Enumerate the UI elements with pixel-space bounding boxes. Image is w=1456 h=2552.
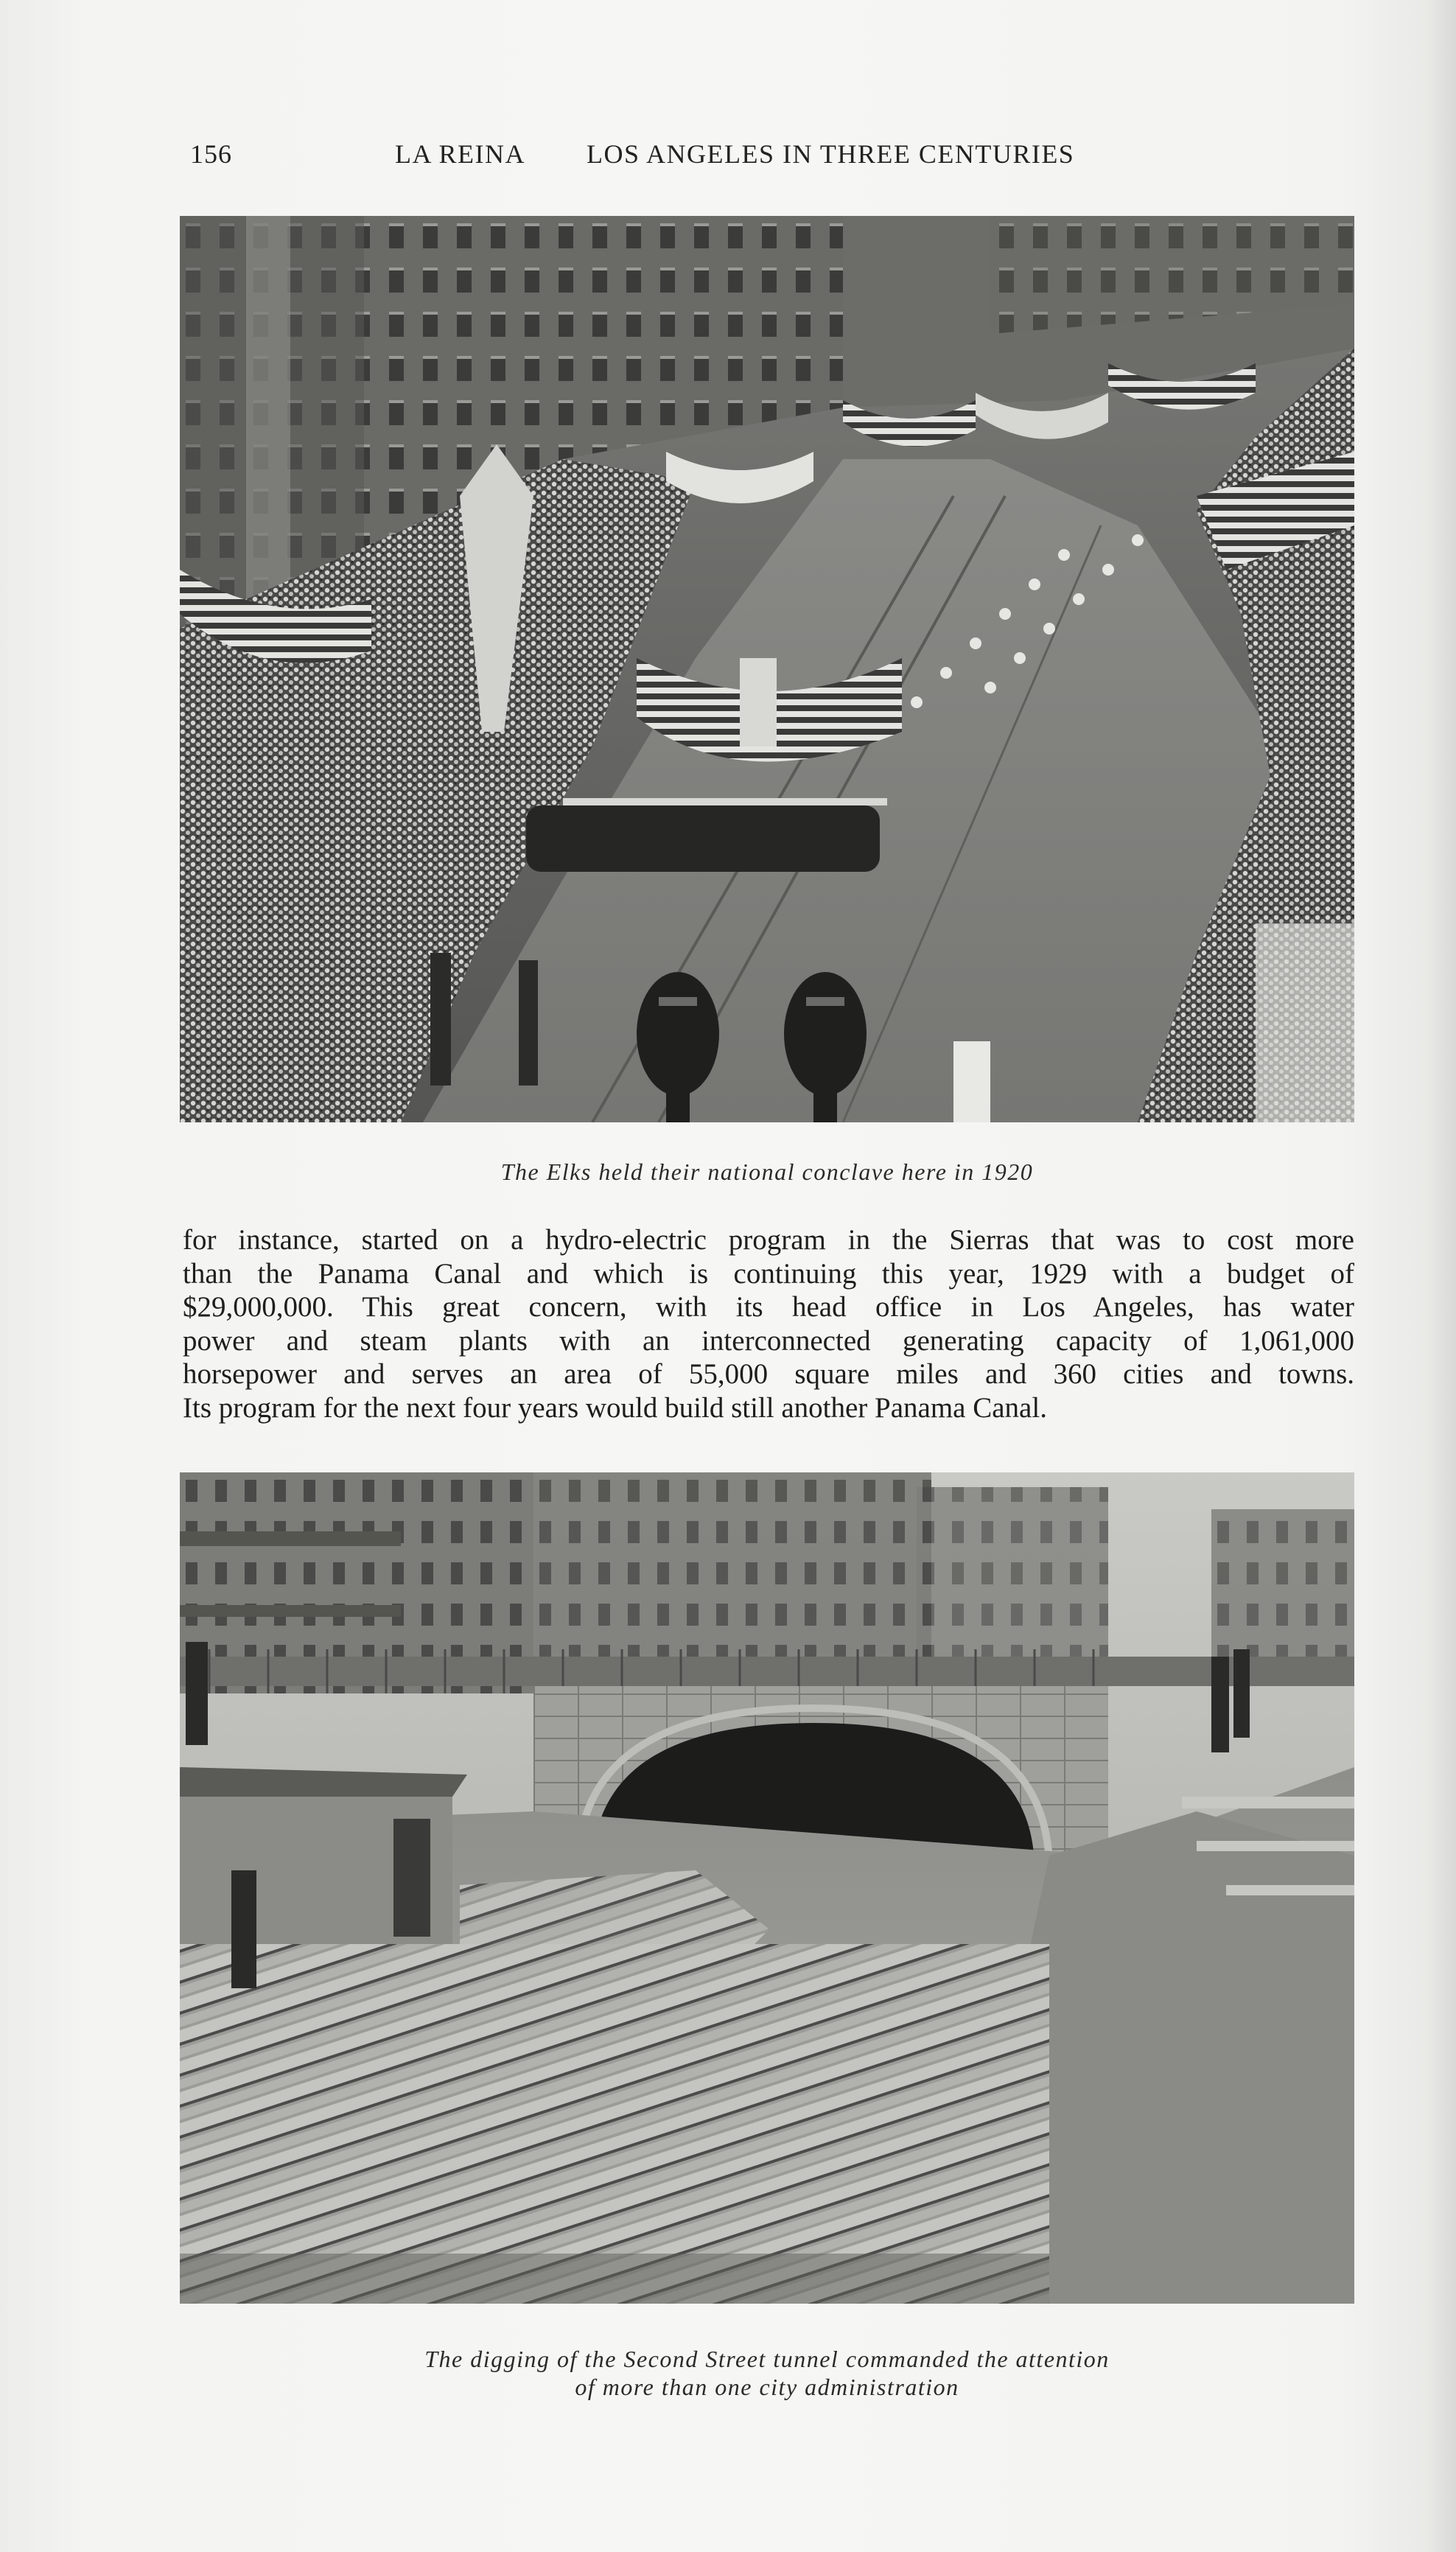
body-paragraph (183, 1223, 1354, 1424)
body-line: for instance, started on a hydro-electric program in the Sierras that was to cost more (183, 1224, 1354, 1256)
body-line: $29,000,000. This great concern, with its head office in Los Angeles, has water (183, 1291, 1354, 1323)
body-line: power and steam plants with an interconnected generating capacity of 1,061,000 (183, 1324, 1354, 1357)
book-subtitle: LOS ANGELES IN THREE CENTURIES (587, 139, 1075, 169)
tunnel-construction-photo (180, 1472, 1354, 2304)
parade-photo-caption (180, 1158, 1354, 1186)
caption-line: of more than one city administration (575, 2374, 959, 2400)
parade-photo (180, 216, 1354, 1122)
page-number: 156 (190, 139, 232, 169)
tunnel-photo-caption (180, 2345, 1354, 2401)
running-head (190, 139, 1148, 175)
caption-line: The digging of the Second Street tunnel commanded the attention (424, 2346, 1110, 2372)
caption-line: The Elks held their national conclave here in 1920 (500, 1158, 1034, 1185)
body-line: than the Panama Canal and which is continuing this year, 1929 with a budget of (183, 1257, 1354, 1290)
book-title: LA REINA (395, 139, 525, 169)
body-line: horsepower and serves an area of 55,000 square miles and 360 cities and towns. (183, 1358, 1354, 1390)
body-line: Its program for the next four years would build still another Panama Canal. (183, 1391, 1047, 1424)
page-edge-shadow (1427, 0, 1456, 2552)
